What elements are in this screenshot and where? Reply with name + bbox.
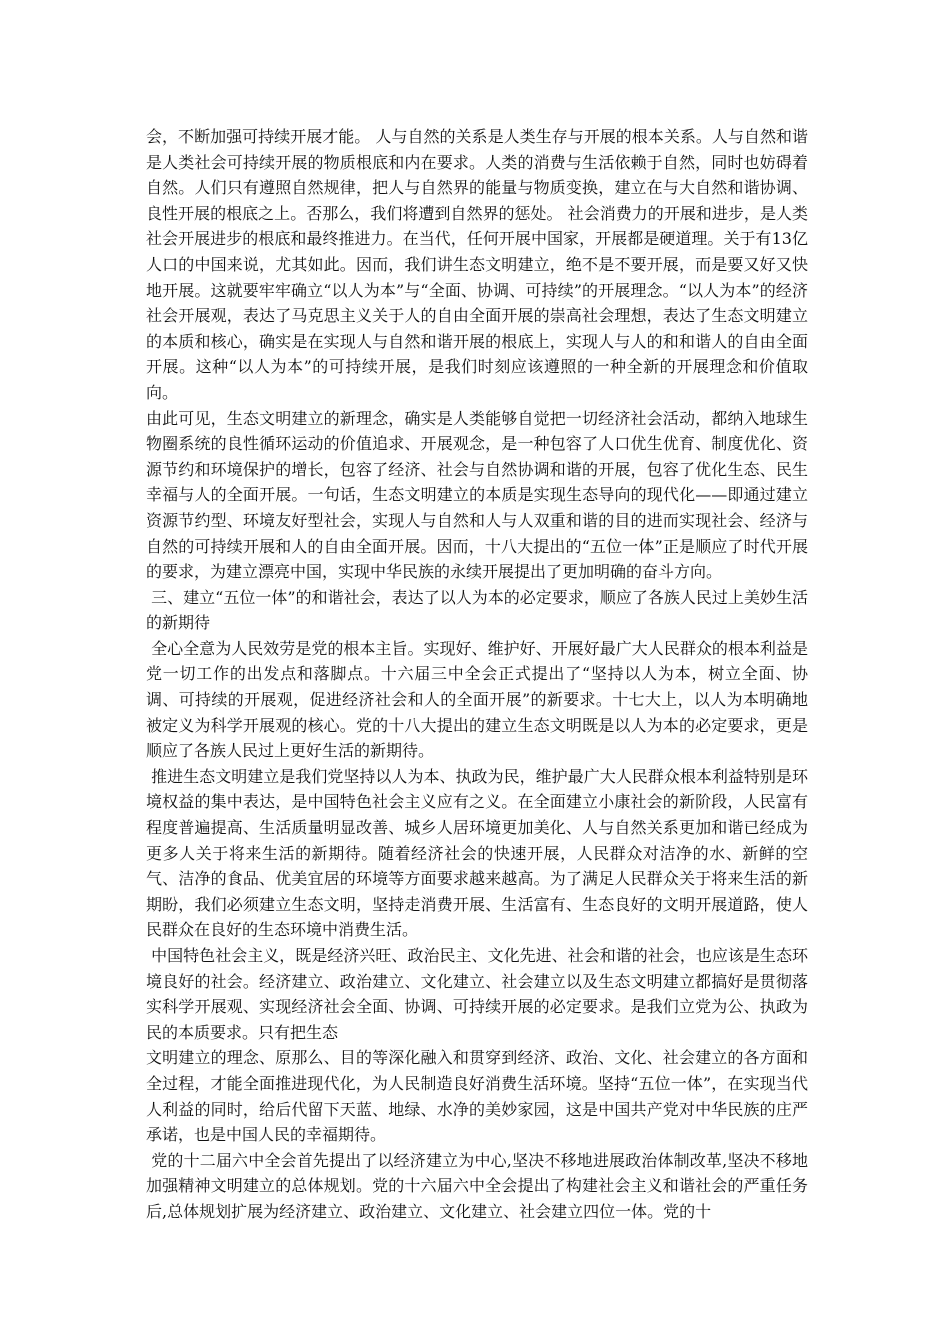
paragraph: 推进生态文明建立是我们党坚持以人为本、执政为民，维护最广大人民群众根本利益特别是环境权益的集中表达，是中国特色社会主义应有之义。在全面建立小康社会的新阶段，人民富有程度普遍提高、生活质量明显改善、城乡人居环境更加美化、人与自然关系更加和谐已经成为更多人关于将来生活的新期待。随着经济社会的快速开展，人民群众对洁净的水、新鲜的空气、洁净的食品、优美宜居的环境等方面要求越来越高。为了满足人民群众关于将来生活的新期盼，我们必须建立生态文明，坚持走消费开展、生活富有、生态良好的文明开展道路，使人民群众在良好的生态环境中消费生活。 [146, 766, 808, 940]
paragraph: 由此可见，生态文明建立的新理念，确实是人类能够自觉把一切经济社会活动，都纳入地球生物圈系统的良性循环运动的价值追求、开展观念，是一种包容了人口优生优育、制度优化、资源节约和环境保护的增长，包容了经济、社会与自然协调和谐的开展，包容了优化生态、民生幸福与人的全面开展。一句话，生态文明建立的本质是实现生态导向的现代化——即通过建立资源节约型、环境友好型社会，实现人与自然和人与人双重和谐的目的进而实现社会、经济与自然的可持续开展和人的自由全面开展。因而，十八大提出的“五位一体”正是顺应了时代开展的要求，为建立漂亮中国，实现中华民族的永续开展提出了更加明确的奋斗方向。 [146, 408, 808, 582]
document-body [146, 124, 808, 1225]
paragraph: 文明建立的理念、原那么、目的等深化融入和贯穿到经济、政治、文化、社会建立的各方面和全过程，才能全面推进现代化，为人民制造良好消费生活环境。坚持“五位一体”，在实现当代人利益的同时，给后代留下天蓝、地绿、水净的美妙家园，这是中国共产党对中华民族的庄严承诺，也是中国人民的幸福期待。 [146, 1048, 808, 1145]
paragraph: 全心全意为人民效劳是党的根本主旨。实现好、维护好、开展好最广大人民群众的根本利益是党一切工作的出发点和落脚点。十六届三中全会正式提出了“坚持以人为本，树立全面、协调、可持续的开展观，促进经济社会和人的全面开展”的新要求。十七大上，以人为本明确地被定义为科学开展观的核心。党的十八大提出的建立生态文明既是以人为本的必定要求，更是顺应了各族人民过上更好生活的新期待。 [146, 638, 808, 761]
section-heading: 三、建立“五位一体”的和谐社会，表达了以人为本的必定要求，顺应了各族人民过上美妙生活的新期待 [146, 587, 808, 633]
paragraph: 中国特色社会主义，既是经济兴旺、政治民主、文化先进、社会和谐的社会，也应该是生态环境良好的社会。经济建立、政治建立、文化建立、社会建立以及生态文明建立都搞好是贯彻落实科学开展观、实现经济社会全面、协调、可持续开展的必定要求。是我们立党为公、执政为民的本质要求。只有把生态 [146, 946, 808, 1042]
paragraph: 会，不断加强可持续开展才能。 人与自然的关系是人类生存与开展的根本关系。人与自然和谐是人类社会可持续开展的物质根底和内在要求。人类的消费与生活依赖于自然，同时也妨碍着自然。人们只有遵照自然规律，把人与自然界的能量与物质变换，建立在与大自然和谐协调、良性开展的根底之上。否那么，我们将遭到自然界的惩处。 社会消费力的开展和进步，是人类社会开展进步的根底和最终推进力。在当代，任何开展中国家，开展都是硬道理。关于有13亿人口的中国来说，尤其如此。因而，我们讲生态文明建立，绝不是不要开展，而是要又好又快地开展。这就要牢牢确立“以人为本”与“全面、协调、可持续”的开展理念。“以人为本”的经济社会开展观，表达了马克思主义关于人的自由全面开展的崇高社会理想，表达了生态文明建立的本质和核心，确实是在实现人与自然和谐开展的根底上，实现人与人的和和谐人的自由全面开展。这种“以人为本”的可持续开展，是我们时刻应该遵照的一种全新的开展理念和价值取向。 [146, 127, 808, 402]
paragraph: 党的十二届六中全会首先提出了以经济建立为中心,坚决不移地进展政治体制改革,坚决不移地加强精神文明建立的总体规划。党的十六届六中全会提出了构建社会主义和谐社会的严重任务后,总体规划扩展为经济建立、政治建立、文化建立、社会建立四位一体。党的十 [146, 1150, 808, 1221]
